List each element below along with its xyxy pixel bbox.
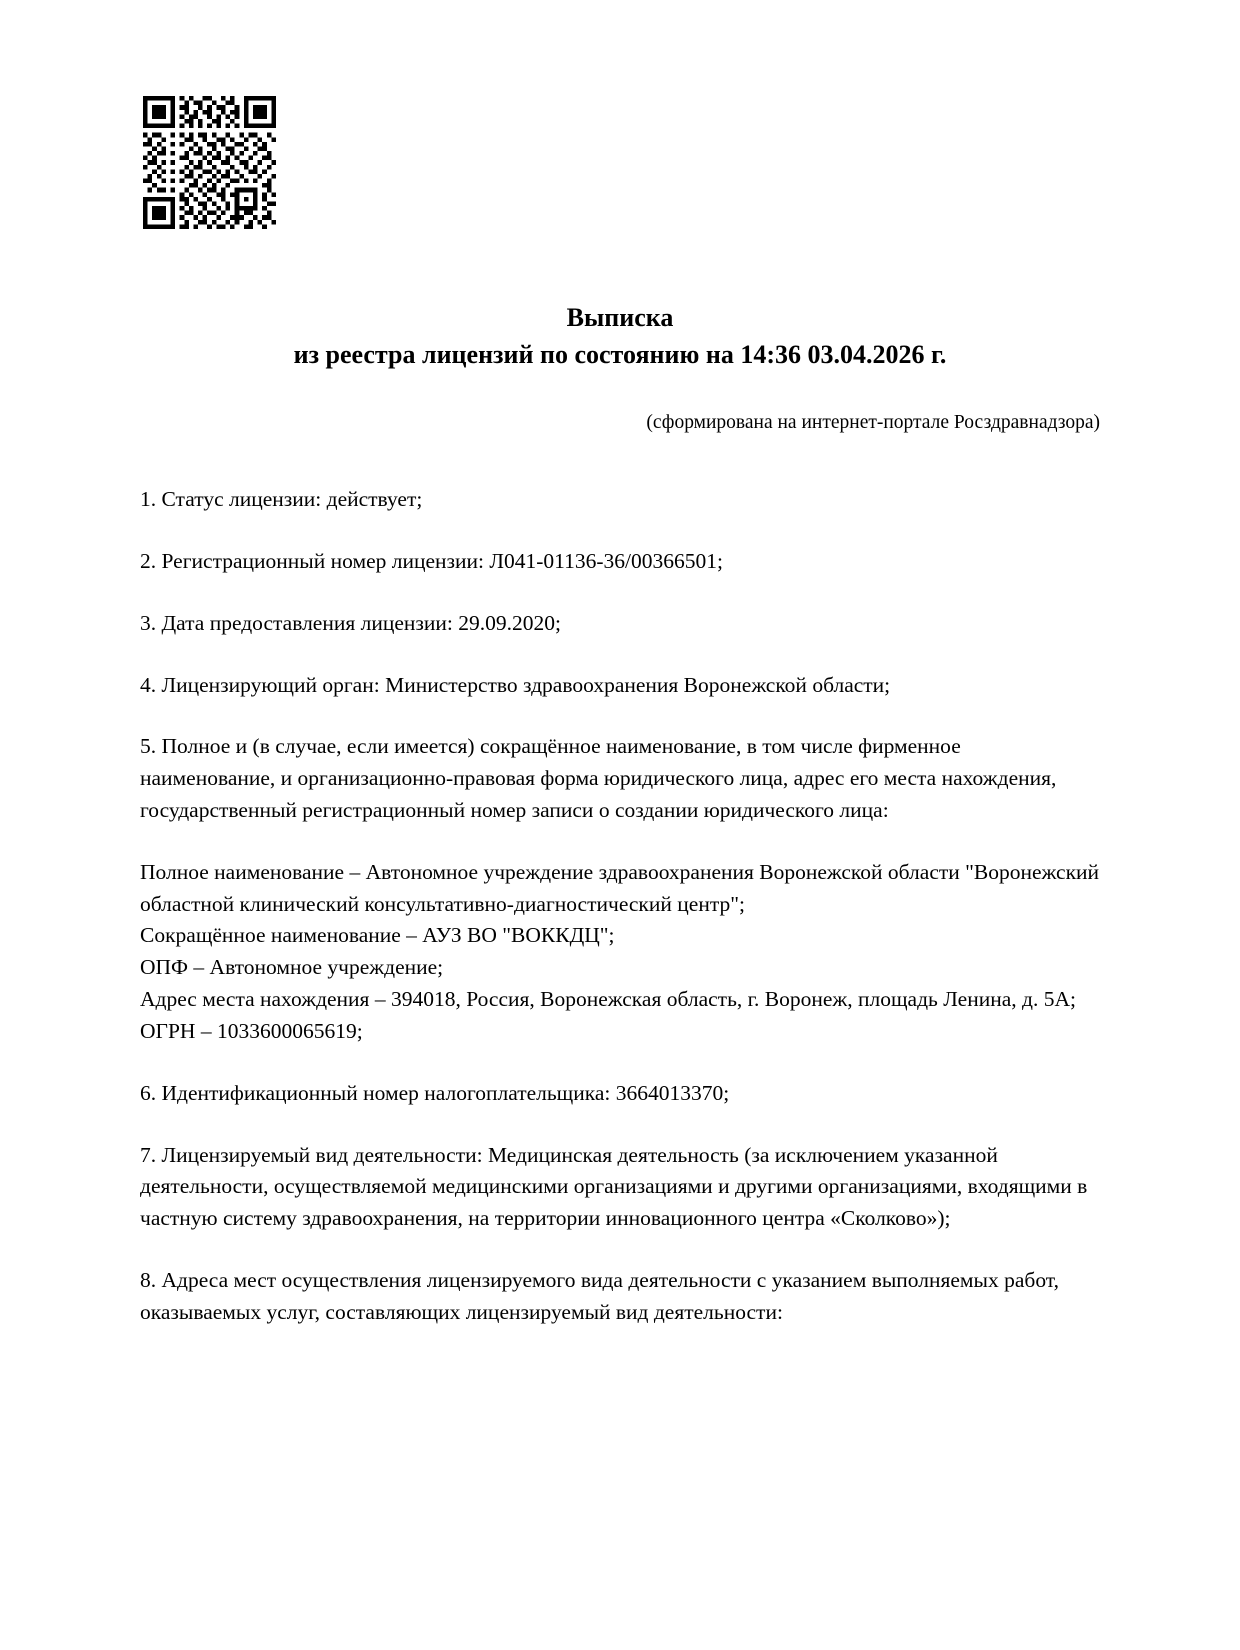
entity-full-name: Полное наименование – Автономное учреждение здравоохранения Воронежской области "Воронежский областной клинический консультативно-диагностический центр";: [140, 859, 1100, 916]
document-body: [140, 300, 1100, 1329]
entity-details-block: [140, 857, 1100, 1048]
clause-3: 3. Дата предоставления лицензии: 29.09.2020;: [140, 610, 561, 635]
clause-2: 2. Регистрационный номер лицензии: Л041-01136-36/00366501;: [140, 548, 723, 573]
clause-4: 4. Лицензирующий орган: Министерство здравоохранения Воронежской области;: [140, 672, 891, 697]
entity-ogrn: ОГРН – 1033600065619;: [140, 1018, 363, 1043]
clause-8: 8. Адреса мест осуществления лицензируемого вида деятельности с указанием выполняемых работ, оказываемых услуг, составляющих лицензируемый вид деятельности:: [140, 1267, 1059, 1324]
clause-list: [140, 484, 1100, 1328]
title-line-1: Выписка: [566, 303, 674, 332]
clause-5: 5. Полное и (в случае, если имеется) сокращённое наименование, в том числе фирменное наименование, и организационно-правовая форма юридического лица, адрес его места нахождения, государственный регистрационный номер записи о создании юридического лица:: [140, 734, 1057, 822]
clause-1: 1. Статус лицензии: действует;: [140, 487, 423, 512]
entity-short-name: Сокращённое наименование – АУЗ ВО "ВОККДЦ";: [140, 923, 615, 948]
document-subtitle: (сформирована на интернет-портале Росздравнадзора): [646, 411, 1100, 433]
title-line-2: из реестра лицензий по состоянию на 14:36 03.04.2026 г.: [293, 339, 947, 369]
qr-code-icon: [143, 96, 276, 229]
entity-legal-form: ОПФ – Автономное учреждение;: [140, 955, 444, 980]
entity-address: Адрес места нахождения – 394018, Россия, Воронежская область, г. Воронеж, площадь Ленина, д. 5А;: [140, 987, 1076, 1012]
clause-7: 7. Лицензируемый вид деятельности: Медицинская деятельность (за исключением указанной деятельности, осуществляемой медицинскими организациями и другими организациями, входящими в частную систему здравоохранения, на территории инновационного центра «Сколково»);: [140, 1142, 1088, 1231]
page-title: [140, 300, 1100, 374]
clause-6: 6. Идентификационный номер налогоплательщика: 3664013370;: [140, 1080, 730, 1105]
